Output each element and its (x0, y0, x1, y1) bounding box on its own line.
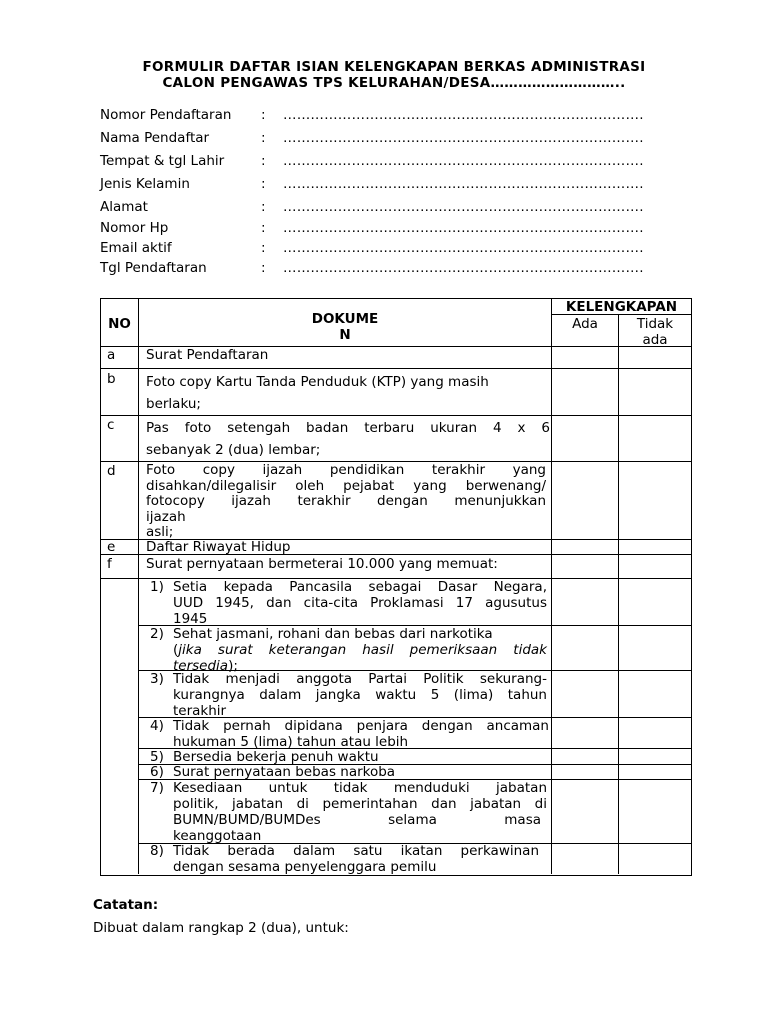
row-no: b (107, 371, 116, 387)
row-text: Foto copy Kartu Tanda Penduduk (KTP) yang masih (146, 374, 489, 390)
field-colon: : (261, 176, 266, 192)
col-divider-dokumen (551, 299, 552, 874)
subrow-text (173, 671, 547, 719)
field-blank[interactable]: ……………………………………………………………………. (283, 107, 644, 123)
header-tidak-ada-line-1: Tidak (636, 316, 674, 332)
subrow-line: dengan sesama penyelenggara pemilu (173, 859, 437, 875)
subrow-number: 8) (150, 843, 164, 859)
subrow-line: kurangnya dalam jangka waktu 5 (lima) tahun (173, 687, 547, 703)
col-divider-ada (618, 315, 619, 874)
subrow-line: Sehat jasmani, rohani dan bebas dari narkotika (173, 626, 493, 642)
header-dokumen-line-1: DOKUME (311, 311, 379, 327)
row-text: ijazah (146, 508, 186, 525)
document-checklist-table (100, 298, 692, 876)
italic-note: tersedia (173, 658, 229, 674)
paren-open: ( (173, 642, 179, 658)
subrow-line: Surat pernyataan bebas narkoba (173, 764, 396, 780)
row-text: Daftar Riwayat Hidup (146, 539, 291, 555)
row-text: Foto copy ijazah pendidikan terakhir yang (146, 462, 546, 478)
subrow-number: 2) (150, 626, 164, 642)
paren-close: ); (228, 658, 238, 674)
row-text: disahkan/dilegalisir oleh pejabat yang berwenang/ (146, 477, 546, 494)
subrow-line: Setia kepada Pancasila sebagai Dasar Negara, (173, 579, 547, 595)
header-tidak-ada-line-2: ada (642, 332, 668, 348)
row-divider (101, 368, 691, 369)
form-title-line-1: FORMULIR DAFTAR ISIAN KELENGKAPAN BERKAS ADMINISTRASI (142, 59, 646, 75)
field-colon: : (261, 130, 266, 146)
field-label: Tgl Pendaftaran (100, 260, 207, 276)
subrow-text (173, 626, 547, 674)
subrow-line: Tidak menjadi anggota Partai Politik sekurang- (173, 671, 547, 687)
field-label: Nomor Pendaftaran (100, 107, 232, 123)
subrow-number: 4) (150, 718, 164, 734)
field-colon: : (261, 220, 266, 236)
subrow-text (173, 579, 547, 627)
row-dokumen (146, 417, 550, 461)
col-divider-no (138, 299, 139, 874)
row-dokumen (146, 539, 546, 555)
row-no: e (107, 539, 116, 555)
header-ada: Ada (572, 316, 598, 332)
field-label: Tempat & tgl Lahir (100, 153, 225, 169)
row-text: Surat Pendaftaran (146, 347, 269, 363)
row-divider (101, 415, 691, 416)
field-blank[interactable]: ……………………………………………………………………. (283, 199, 644, 215)
subrow-line: Kesediaan untuk tidak menduduki jabatan (173, 780, 547, 796)
row-text: sebanyak 2 (dua) lembar; (146, 442, 321, 458)
field-colon: : (261, 153, 266, 169)
subrow-line: Bersedia bekerja penuh waktu (173, 749, 379, 765)
subrow-line: Tidak berada dalam satu ikatan perkawinan (173, 843, 539, 859)
subrow-number: 1) (150, 579, 164, 595)
subrow-line (173, 642, 547, 658)
row-dokumen (146, 371, 550, 415)
subrow-number: 5) (150, 749, 164, 765)
form-title (60, 59, 728, 91)
subrow-line: terakhir (173, 703, 227, 719)
field-blank[interactable]: ……………………………………………………………………. (283, 220, 644, 236)
header-tidak-ada (619, 316, 691, 348)
field-label: Nama Pendaftar (100, 130, 210, 146)
row-text: Pas foto setengah badan terbaru ukuran 4 x 6 (146, 420, 550, 436)
field-label: Email aktif (100, 240, 172, 256)
row-text: berlaku; (146, 396, 201, 412)
header-dokumen (139, 311, 551, 343)
header-kelengkapan: KELENGKAPAN (565, 299, 678, 315)
notes-heading: Catatan: (93, 897, 159, 913)
row-text: Surat pernyataan bermeterai 10.000 yang memuat: (146, 556, 498, 572)
row-dokumen (146, 347, 546, 363)
subrow-text (173, 843, 539, 875)
field-label: Jenis Kelamin (100, 176, 190, 192)
row-dokumen (146, 463, 546, 541)
subrow-line: politik, jabatan di pemerintahan dan jabatan di (173, 796, 547, 812)
subrow-line: BUMN/BUMD/BUMDes selama masa (173, 812, 541, 828)
row-no: d (107, 463, 116, 479)
field-label: Nomor Hp (100, 220, 169, 236)
form-title-line-2: CALON PENGAWAS TPS KELURAHAN/DESA……………………….. (162, 75, 626, 91)
field-blank[interactable]: ……………………………………………………………………. (283, 260, 644, 276)
field-colon: : (261, 199, 266, 215)
field-blank[interactable]: ……………………………………………………………………. (283, 153, 644, 169)
header-dokumen-line-2: N (339, 327, 351, 343)
field-blank[interactable]: ……………………………………………………………………. (283, 240, 644, 256)
subrow-number: 7) (150, 780, 164, 796)
row-dokumen (146, 556, 550, 572)
field-colon: : (261, 107, 266, 123)
subrow-text (173, 718, 549, 750)
italic-note: jika surat keterangan hasil pemeriksaan tidak (178, 642, 547, 658)
field-label: Alamat (100, 199, 148, 215)
row-no: a (107, 347, 116, 363)
row-text: asli; (146, 524, 174, 540)
subrow-line: keanggotaan (173, 828, 262, 844)
subrow-line: 1945 (173, 611, 208, 627)
subrow-number: 3) (150, 671, 164, 687)
notes-text: Dibuat dalam rangkap 2 (dua), untuk: (93, 920, 349, 936)
row-text: fotocopy ijazah terakhir dengan menunjukkan (146, 493, 546, 509)
field-blank[interactable]: ……………………………………………………………………. (283, 130, 644, 146)
row-no: f (107, 556, 112, 572)
field-colon: : (261, 260, 266, 276)
field-colon: : (261, 240, 266, 256)
subrow-text (173, 749, 547, 765)
subrow-text (173, 764, 547, 780)
field-blank[interactable]: ……………………………………………………………………. (283, 176, 644, 192)
subrow-line: hukuman 5 (lima) tahun atau lebih (173, 734, 409, 750)
header-no: NO (108, 316, 131, 332)
subrow-text (173, 780, 547, 844)
subrow-line: UUD 1945, dan cita-cita Proklamasi 17 agusutus (173, 595, 547, 611)
row-no: c (107, 417, 115, 433)
subrow-line: Tidak pernah dipidana penjara dengan ancaman (173, 718, 549, 734)
subrow-number: 6) (150, 764, 164, 780)
